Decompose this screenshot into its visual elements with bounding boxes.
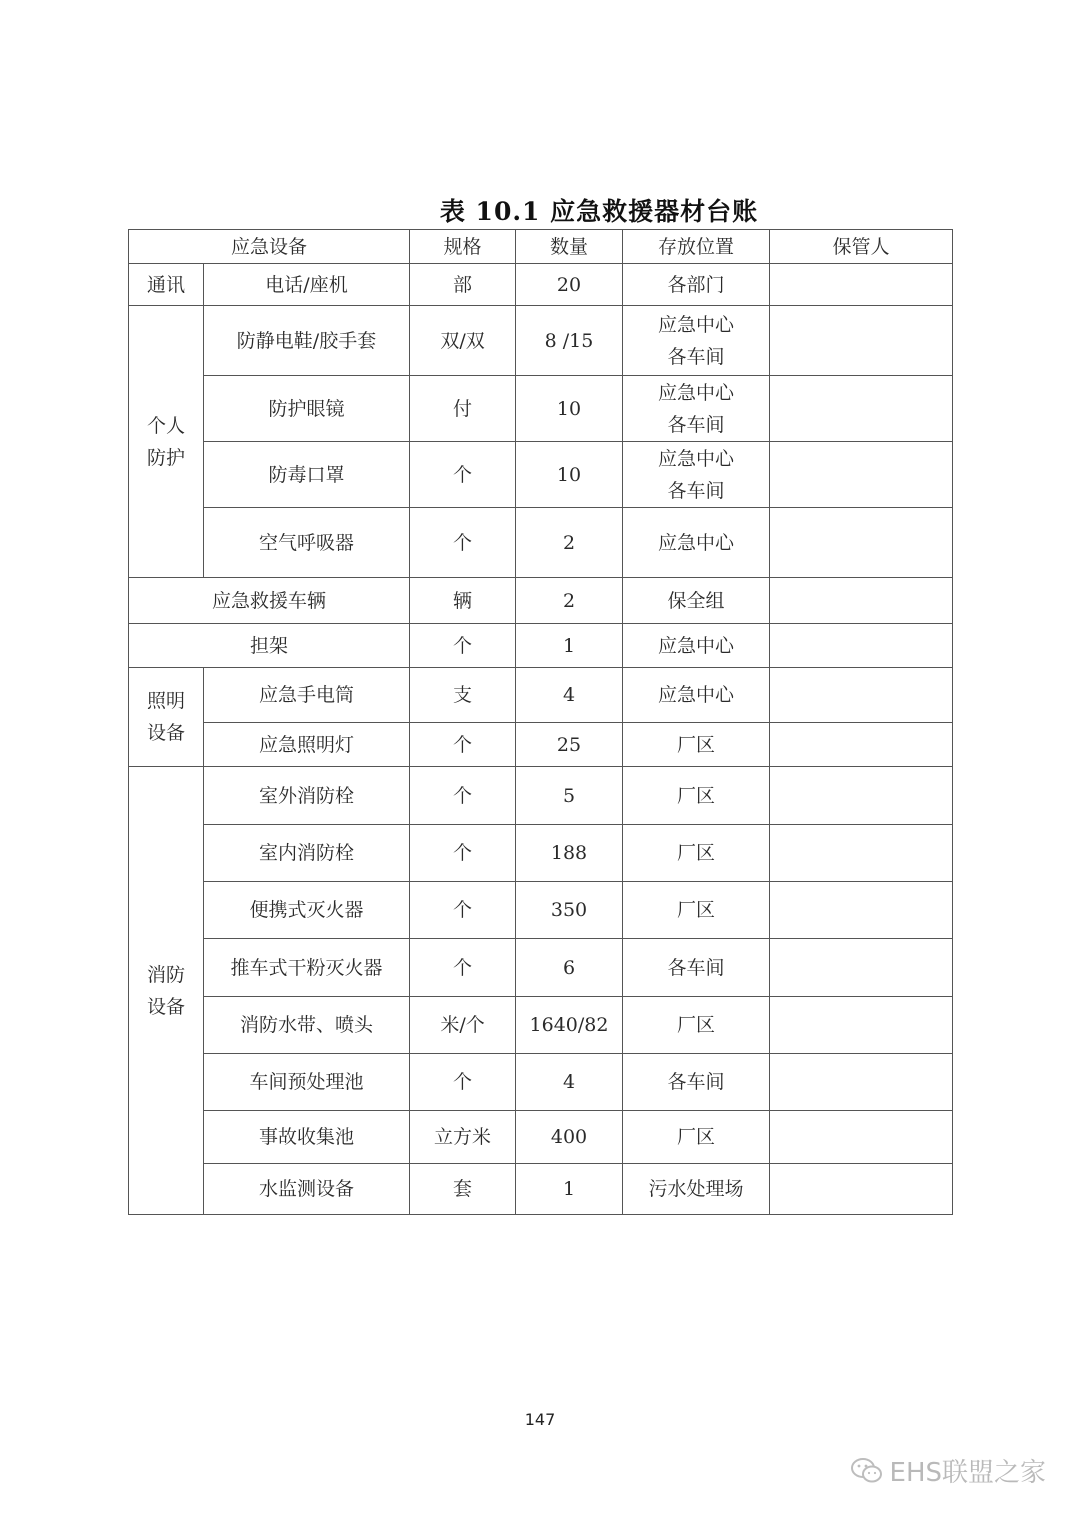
header-keeper: 保管人 xyxy=(770,230,953,264)
table-header-row xyxy=(129,230,953,264)
table-row xyxy=(129,578,953,624)
table-row xyxy=(129,668,953,723)
equipment-name: 应急手电筒 xyxy=(204,668,410,723)
keeper-cell xyxy=(770,1054,953,1111)
spec-cell: 个 xyxy=(410,939,516,997)
location-cell: 各车间 xyxy=(623,1054,770,1111)
equipment-name: 应急救援车辆 xyxy=(129,578,410,624)
location-cell: 各车间 xyxy=(623,939,770,997)
group-lighting: 照明 设备 xyxy=(129,668,204,767)
table-row xyxy=(129,376,953,442)
location-cell: 各部门 xyxy=(623,264,770,306)
location-cell: 保全组 xyxy=(623,578,770,624)
location-cell: 污水处理场 xyxy=(623,1164,770,1215)
equipment-name: 水监测设备 xyxy=(204,1164,410,1215)
spec-cell: 部 xyxy=(410,264,516,306)
quantity-cell: 6 xyxy=(516,939,623,997)
keeper-cell xyxy=(770,668,953,723)
location-cell: 厂区 xyxy=(623,1111,770,1164)
quantity-cell: 1 xyxy=(516,1164,623,1215)
group-fire-equipment: 消防 设备 xyxy=(129,767,204,1215)
keeper-cell xyxy=(770,997,953,1054)
spec-cell: 个 xyxy=(410,825,516,882)
table-row xyxy=(129,306,953,376)
spec-cell: 双/双 xyxy=(410,306,516,376)
table-row xyxy=(129,997,953,1054)
table-row xyxy=(129,767,953,825)
spec-cell: 付 xyxy=(410,376,516,442)
quantity-cell: 20 xyxy=(516,264,623,306)
table-row xyxy=(129,442,953,508)
location-cell: 厂区 xyxy=(623,723,770,767)
keeper-cell xyxy=(770,939,953,997)
keeper-cell xyxy=(770,264,953,306)
watermark xyxy=(850,1452,1046,1489)
equipment-name: 推车式干粉灭火器 xyxy=(204,939,410,997)
table-row xyxy=(129,882,953,939)
spec-cell: 立方米 xyxy=(410,1111,516,1164)
equipment-name: 事故收集池 xyxy=(204,1111,410,1164)
table-row xyxy=(129,723,953,767)
equipment-ledger-table xyxy=(128,229,953,1215)
quantity-cell: 25 xyxy=(516,723,623,767)
keeper-cell xyxy=(770,767,953,825)
spec-cell: 个 xyxy=(410,442,516,508)
quantity-cell: 1640/82 xyxy=(516,997,623,1054)
equipment-name: 空气呼吸器 xyxy=(204,508,410,578)
table-row xyxy=(129,624,953,668)
spec-cell: 个 xyxy=(410,723,516,767)
keeper-cell xyxy=(770,508,953,578)
keeper-cell xyxy=(770,306,953,376)
equipment-name: 消防水带、喷头 xyxy=(204,997,410,1054)
group-personal-protection: 个人 防护 xyxy=(129,306,204,578)
equipment-name: 便携式灭火器 xyxy=(204,882,410,939)
location-cell: 应急中心 各车间 xyxy=(623,306,770,376)
table-title: 表 10.1 应急救援器材台账 xyxy=(439,197,759,226)
table-row xyxy=(129,825,953,882)
header-location: 存放位置 xyxy=(623,230,770,264)
location-cell: 应急中心 xyxy=(623,624,770,668)
quantity-cell: 8 /15 xyxy=(516,306,623,376)
location-cell: 应急中心 xyxy=(623,508,770,578)
table-row xyxy=(129,1111,953,1164)
keeper-cell xyxy=(770,376,953,442)
equipment-name: 担架 xyxy=(129,624,410,668)
spec-cell: 个 xyxy=(410,767,516,825)
table-row xyxy=(129,1164,953,1215)
equipment-name: 室内消防栓 xyxy=(204,825,410,882)
keeper-cell xyxy=(770,578,953,624)
equipment-name: 室外消防栓 xyxy=(204,767,410,825)
quantity-cell: 5 xyxy=(516,767,623,825)
equipment-name: 防护眼镜 xyxy=(204,376,410,442)
table-row xyxy=(129,939,953,997)
quantity-cell: 10 xyxy=(516,442,623,508)
spec-cell: 米/个 xyxy=(410,997,516,1054)
keeper-cell xyxy=(770,882,953,939)
keeper-cell xyxy=(770,825,953,882)
quantity-cell: 4 xyxy=(516,1054,623,1111)
header-quantity: 数量 xyxy=(516,230,623,264)
location-cell: 应急中心 xyxy=(623,668,770,723)
location-cell: 厂区 xyxy=(623,997,770,1054)
keeper-cell xyxy=(770,723,953,767)
wechat-icon xyxy=(850,1456,884,1486)
keeper-cell xyxy=(770,1164,953,1215)
keeper-cell xyxy=(770,1111,953,1164)
spec-cell: 个 xyxy=(410,882,516,939)
spec-cell: 支 xyxy=(410,668,516,723)
equipment-name: 防毒口罩 xyxy=(204,442,410,508)
keeper-cell xyxy=(770,624,953,668)
quantity-cell: 2 xyxy=(516,578,623,624)
location-cell: 应急中心 各车间 xyxy=(623,376,770,442)
header-equipment: 应急设备 xyxy=(129,230,410,264)
quantity-cell: 4 xyxy=(516,668,623,723)
equipment-name: 电话/座机 xyxy=(204,264,410,306)
quantity-cell: 1 xyxy=(516,624,623,668)
table-row xyxy=(129,264,953,306)
equipment-name: 车间预处理池 xyxy=(204,1054,410,1111)
equipment-name: 应急照明灯 xyxy=(204,723,410,767)
spec-cell: 套 xyxy=(410,1164,516,1215)
page-number: 147 xyxy=(524,1410,556,1429)
header-spec: 规格 xyxy=(410,230,516,264)
table-row xyxy=(129,1054,953,1111)
spec-cell: 辆 xyxy=(410,578,516,624)
quantity-cell: 400 xyxy=(516,1111,623,1164)
equipment-name: 防静电鞋/胶手套 xyxy=(204,306,410,376)
quantity-cell: 10 xyxy=(516,376,623,442)
spec-cell: 个 xyxy=(410,624,516,668)
location-cell: 厂区 xyxy=(623,882,770,939)
group-comms: 通讯 xyxy=(129,264,204,306)
location-cell: 厂区 xyxy=(623,825,770,882)
spec-cell: 个 xyxy=(410,508,516,578)
location-cell: 应急中心 各车间 xyxy=(623,442,770,508)
location-cell: 厂区 xyxy=(623,767,770,825)
quantity-cell: 350 xyxy=(516,882,623,939)
spec-cell: 个 xyxy=(410,1054,516,1111)
quantity-cell: 188 xyxy=(516,825,623,882)
watermark-text: EHS联盟之家 xyxy=(889,1458,1046,1488)
keeper-cell xyxy=(770,442,953,508)
quantity-cell: 2 xyxy=(516,508,623,578)
table-row xyxy=(129,508,953,578)
